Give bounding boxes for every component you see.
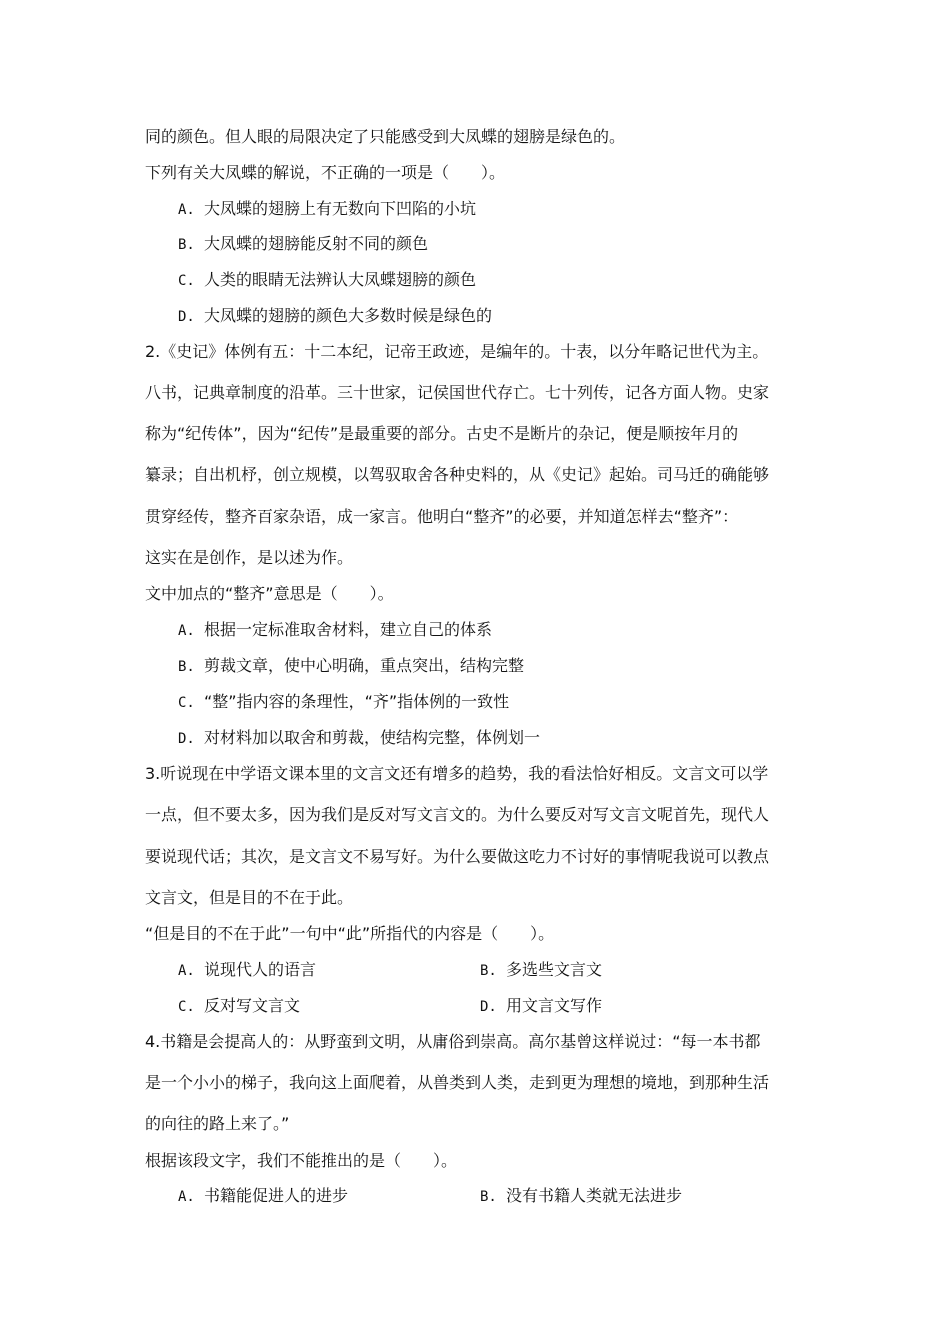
option-letter: B. [178, 237, 195, 253]
option-text: 对材料加以取舍和剪裁，使结构完整，体例划一 [204, 728, 541, 747]
option-text: “整”指内容的条理性，“齐”指体例的一致性 [204, 692, 510, 711]
option-a [178, 198, 476, 221]
passage-line: 2.《史记》体例有五：十二本纪，记帝王政迹，是编年的。十表，以分年略记世代为主。 [145, 342, 769, 361]
passage-line: 文言文，但是目的不在于此。 [145, 888, 354, 907]
option-text: 没有书籍人类就无法进步 [506, 1186, 683, 1205]
passage-line: 纂录；自出机杼，创立规模，以驾驭取舍各种史料的，从《史记》起始。司马迁的确能够 [145, 465, 770, 484]
option-text: 根据一定标准取舍材料，建立自己的体系 [204, 620, 493, 639]
option-letter: A. [178, 1189, 195, 1205]
option-text: 说现代人的语言 [204, 960, 317, 979]
option-b [178, 233, 428, 256]
option-letter: B. [480, 1189, 497, 1205]
option-letter: A. [178, 963, 195, 979]
passage-line: 一点，但不要太多，因为我们是反对写文言文的。为什么要反对写文言文呢首先，现代人 [145, 805, 770, 824]
option-text: 大凤蝶的翅膀上有无数向下凹陷的小坑 [204, 199, 477, 218]
option-letter: C. [178, 695, 195, 711]
option-letter: A. [178, 202, 195, 218]
option-letter: D. [178, 309, 195, 325]
passage-line: 同的颜色。但人眼的局限决定了只能感受到大凤蝶的翅膀是绿色的。 [145, 127, 626, 146]
option-text: 用文言文写作 [506, 996, 603, 1015]
passage-line: 要说现代话；其次，是文言文不易写好。为什么要做这吃力不讨好的事情呢我说可以教点 [145, 847, 770, 866]
passage-line: 八书，记典章制度的沿革。三十世家，记侯国世代存亡。七十列传，记各方面人物。史家 [145, 383, 770, 402]
question-prompt: 根据该段文字，我们不能推出的是（ ）。 [145, 1151, 458, 1170]
option-letter: D. [178, 731, 195, 747]
option-c [178, 269, 476, 292]
option-a [178, 619, 492, 642]
option-c [178, 691, 509, 714]
option-b [480, 959, 602, 982]
option-c [178, 995, 300, 1018]
option-letter: C. [178, 273, 195, 289]
option-d [178, 305, 492, 328]
option-text: 多选些文言文 [506, 960, 603, 979]
question-prompt: “但是目的不在于此”一句中“此”所指代的内容是（ ）。 [145, 924, 555, 943]
option-b [480, 1185, 682, 1208]
option-d [480, 995, 602, 1018]
option-letter: B. [178, 659, 195, 675]
option-letter: C. [178, 999, 195, 1015]
option-letter: A. [178, 623, 195, 639]
option-letter: B. [480, 963, 497, 979]
option-text: 大凤蝶的翅膀能反射不同的颜色 [204, 234, 429, 253]
passage-line: 4.书籍是会提高人的：从野蛮到文明，从庸俗到崇高。高尔基曾这样说过：“每一本书都 [145, 1032, 761, 1051]
option-a [178, 959, 316, 982]
option-text: 剪裁文章，使中心明确，重点突出，结构完整 [204, 656, 525, 675]
option-text: 书籍能促进人的进步 [204, 1186, 349, 1205]
passage-line: 是一个小小的梯子，我向这上面爬着，从兽类到人类，走到更为理想的境地，到那种生活 [145, 1073, 770, 1092]
passage-line: 称为“纪传体”，因为“纪传”是最重要的部分。古史不是断片的杂记，便是顺按年月的 [145, 424, 739, 443]
option-text: 人类的眼睛无法辨认大凤蝶翅膀的颜色 [204, 270, 477, 289]
passage-line: 3.听说现在中学语文课本里的文言文还有增多的趋势，我的看法恰好相反。文言文可以学 [145, 764, 769, 783]
passage-line: 贯穿经传，整齐百家杂语，成一家言。他明白“整齐”的必要，并知道怎样去“整齐”： [145, 507, 739, 526]
passage-line: 这实在是创作，是以述为作。 [145, 548, 354, 567]
question-prompt: 文中加点的“整齐”意思是（ ）。 [145, 584, 394, 603]
option-text: 大凤蝶的翅膀的颜色大多数时候是绿色的 [204, 306, 493, 325]
question-prompt: 下列有关大凤蝶的解说，不正确的一项是（ ）。 [145, 163, 506, 182]
option-b [178, 655, 524, 678]
option-d [178, 727, 540, 750]
option-letter: D. [480, 999, 497, 1015]
passage-line: 的向往的路上来了。” [145, 1114, 290, 1133]
option-text: 反对写文言文 [204, 996, 301, 1015]
option-a [178, 1185, 348, 1208]
